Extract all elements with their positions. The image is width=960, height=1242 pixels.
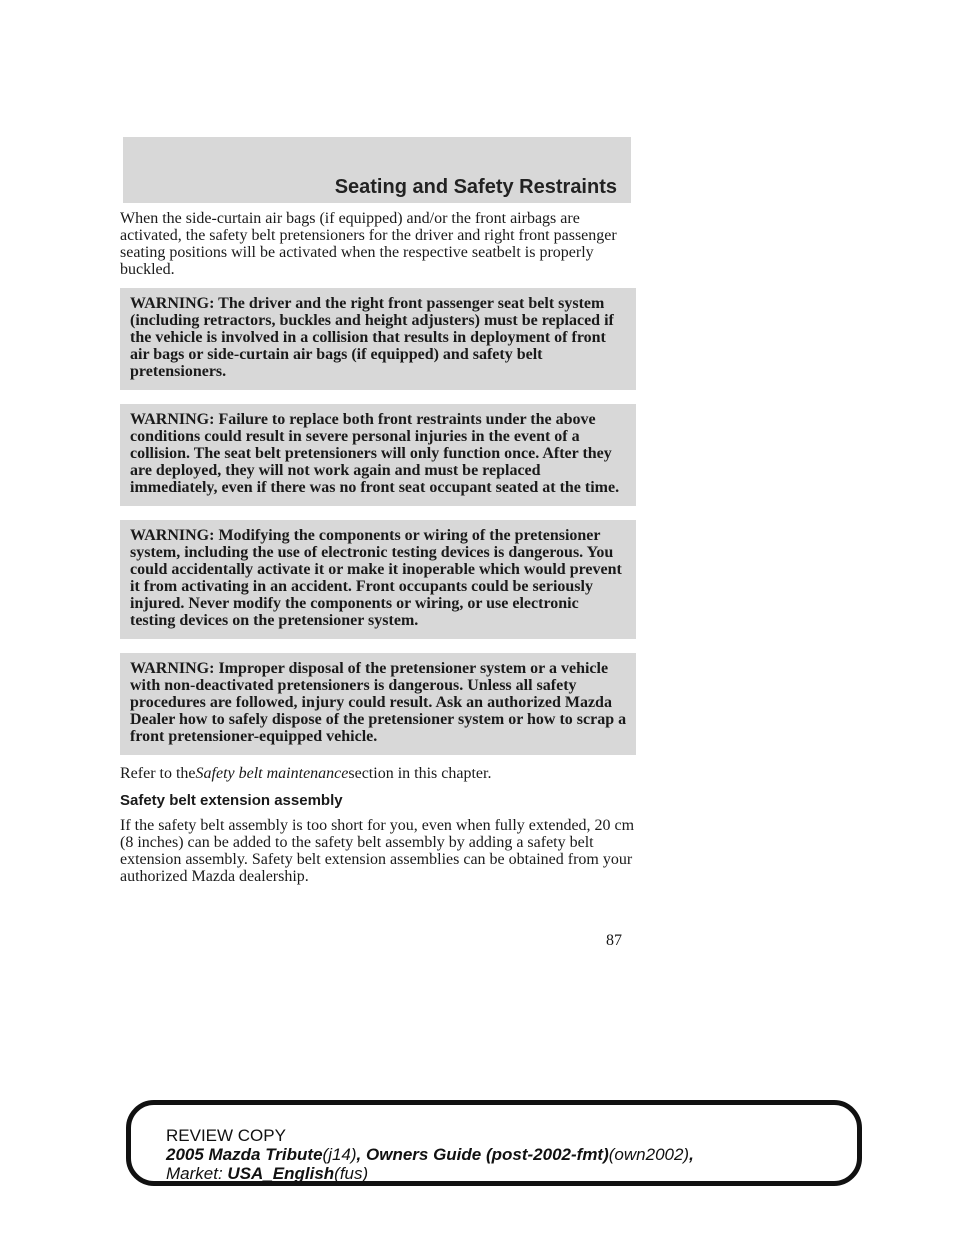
intro-paragraph: When the side-curtain air bags (if equipped) and/or the front airbags are activated, the safety belt pretensioners for the driver and right front passenger seating positions will be activated when the respective seatbelt is properly buckled. (120, 210, 617, 278)
footer-model-code: (j14) (322, 1145, 357, 1164)
footer-model-line: 2005 Mazda Tribute(j14), Owners Guide (post-2002-fmt)(own2002), (166, 1145, 694, 1164)
footer-market-code: (fus) (334, 1164, 369, 1183)
page-content (120, 210, 636, 895)
footer-guide: Owners Guide (post-2002-fmt) (366, 1145, 609, 1164)
section-title: Seating and Safety Restraints (334, 176, 617, 198)
footer-market-label: Market: (166, 1164, 223, 1183)
warning-box: WARNING: The driver and the right front passenger seat belt system (including retractors, buckles and height adjusters) must be replaced if the vehicle is involved in a collision that results in deployment of front air bags or side-curtain air bags (if equipped) and safety belt pretensioners. (120, 288, 636, 390)
footer-model: 2005 Mazda Tribute (166, 1145, 323, 1164)
refer-paragraph (120, 765, 636, 782)
refer-section-link: Safety belt maintenance (195, 765, 349, 782)
refer-prefix: Refer to the (120, 765, 196, 782)
footer-guide-code: (own2002) (608, 1145, 690, 1164)
review-copy-label: REVIEW COPY (166, 1126, 286, 1145)
subsection-heading: Safety belt extension assembly (120, 792, 343, 809)
review-footer-text (166, 1126, 694, 1183)
section-header-band (123, 137, 631, 203)
page-number: 87 (606, 932, 622, 949)
footer-market: USA_English (227, 1164, 335, 1183)
warning-box: WARNING: Failure to replace both front restraints under the above conditions could result in severe personal injuries in the event of a collision. The seat belt pretensioners will only function once. After they are deployed, they will not work again and must be replaced immediately, even if there was no front seat occupant seated at the time. (120, 404, 636, 506)
warning-box: WARNING: Improper disposal of the pretensioner system or a vehicle with non-deactivated pretensioners is dangerous. Unless all safety procedures are followed, injury could result. Ask an authorized Mazda Dealer how to safely dispose of the pretensioner system or how to scrap a front pretensioner-equipped vehicle. (120, 653, 636, 755)
extension-paragraph: If the safety belt assembly is too short for you, even when fully extended, 20 cm (8 inches) can be added to the safety belt assembly by adding a safety belt extension assembly. Safety belt extension assemblies can be obtained from your authorized Mazda dealership. (120, 817, 635, 885)
footer-market-line (166, 1164, 694, 1183)
warning-box: WARNING: Modifying the components or wiring of the pretensioner system, including the use of electronic testing devices is dangerous. You could accidentally activate it or make it inoperable which would prevent it from activating in an accident. Front occupants could be seriously injured. Never modify the components or wiring, or use electronic testing devices on the pretensioner system. (120, 520, 636, 639)
refer-suffix: section in this chapter. (348, 765, 492, 782)
